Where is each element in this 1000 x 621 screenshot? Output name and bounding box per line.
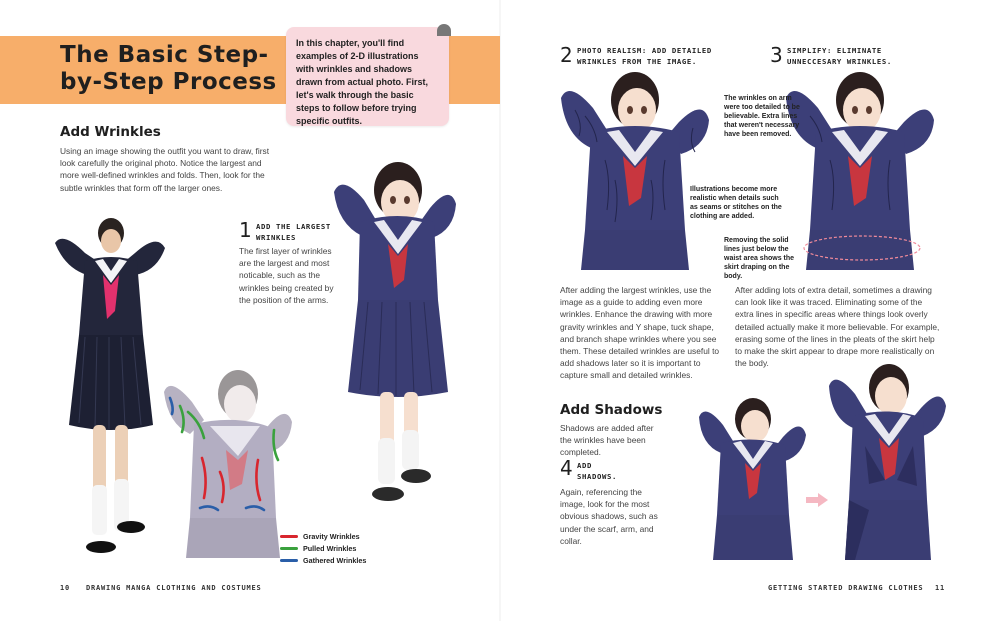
intro-card [286, 27, 449, 126]
legend-gathered-label: Gathered Wrinkles [303, 555, 367, 565]
step1-body: The first layer of wrinkles are the largest and most noticable, such as the wrinkles being created by the position of the arms. [239, 246, 334, 305]
callout-arm-wrinkles: The wrinkles on arm were too detailed to be believable. Extra lines that weren't necessary have been removed. [724, 95, 800, 138]
step2-title-line1: PHOTO REALISM: ADD DETAILED [577, 46, 712, 55]
legend-pulled [280, 542, 366, 554]
legend-gravity [280, 530, 366, 542]
step2-body: After adding the largest wrinkles, use the image as a guide to adding even more wrinkles. Enhance the drawing with more gravity wrinkles and Y shape, tuck shape, and branch shape wrinkles where you see them. These detailed wrinkles are useful to add shadows later so it is important to capture small and detailed wrinkles. [560, 285, 720, 381]
callout-seams: Illustrations become more realistic when details such as seams or stitches on the clothing are added. [690, 186, 782, 220]
step3-number: 3 [770, 43, 783, 67]
shadow-after-figure [825, 360, 950, 560]
pulled-swatch [280, 547, 298, 550]
add-shadows-heading: Add Shadows [560, 402, 663, 418]
step1-title [256, 221, 331, 243]
step2-number: 2 [560, 43, 573, 67]
callout-waist: Removing the solid lines just below the waist area shows the skirt draping on the body. [724, 237, 795, 280]
step4-number: 4 [560, 456, 573, 480]
chapter-title [60, 42, 290, 96]
step4-body: Again, referencing the image, look for the most obvious shadows, such as under the scarf, arm, and collar. [560, 487, 658, 546]
add-wrinkles-heading: Add Wrinkles [60, 124, 161, 140]
wrinkle-markup-figure [160, 368, 300, 558]
step3-title-line2: UNNECCESARY WRINKLES. [787, 57, 892, 66]
step3-simplified-figure [780, 70, 940, 270]
add-wrinkles-body: Using an image showing the outfit you want to draw, first look carefully the original photo. Notice the largest and more well-defined wrinkles and folds. Then, look for the subtle wrinkles that form off the larger ones. [60, 146, 270, 193]
step3-body: After adding lots of extra detail, sometimes a drawing can look like it was traced. Eliminating some of the extra lines in specific areas where things look overly detailed actually make it more believable. For example, erasing some of the lines in the pleats of the skirt help to make the skirt appear to drape more realistically on the body. [735, 285, 940, 369]
step2-title [577, 45, 712, 67]
step3-title-line1: SIMPLIFY: ELIMINATE [787, 46, 882, 55]
step1-title-line1: ADD THE LARGEST [256, 222, 331, 231]
step2-title-line2: WRINKLES FROM THE IMAGE. [577, 57, 697, 66]
step4-title-line1: ADD [577, 461, 592, 470]
step1-number: 1 [239, 218, 252, 242]
left-footer-page-number: 10 [60, 584, 71, 592]
legend-gravity-label: Gravity Wrinkles [303, 531, 360, 541]
chapter-title-line1: The Basic Step- [60, 42, 269, 68]
wrinkle-legend [280, 530, 366, 566]
right-footer-title: GETTING STARTED DRAWING CLOTHES [768, 584, 924, 592]
illustrated-uniform-figure [330, 160, 460, 510]
step2-detailed-figure [555, 70, 715, 270]
step4-title [577, 460, 617, 482]
gravity-swatch [280, 535, 298, 538]
photo-reference-figure [45, 213, 175, 563]
right-footer-page-number: 11 [935, 584, 946, 592]
legend-gathered [280, 554, 366, 566]
intro-text: In this chapter, you'll find examples of 2-D illustrations with wrinkles and shadows drawn from actual photo. First, let's walk through the basic steps to follow before trying specific outfits. [296, 38, 429, 126]
step1-title-line2: WRINKLES [256, 233, 296, 242]
step4-title-line2: SHADOWS. [577, 472, 617, 481]
chapter-title-line2: by-Step Process [60, 69, 277, 95]
gathered-swatch [280, 559, 298, 562]
add-shadows-body: Shadows are added after the wrinkles have been completed. [560, 423, 654, 458]
left-footer-title: DRAWING MANGA CLOTHING AND COSTUMES [86, 584, 262, 592]
legend-pulled-label: Pulled Wrinkles [303, 543, 357, 553]
step3-title [787, 45, 892, 67]
intro-card-tab [437, 24, 451, 36]
shadow-before-figure [695, 395, 810, 560]
